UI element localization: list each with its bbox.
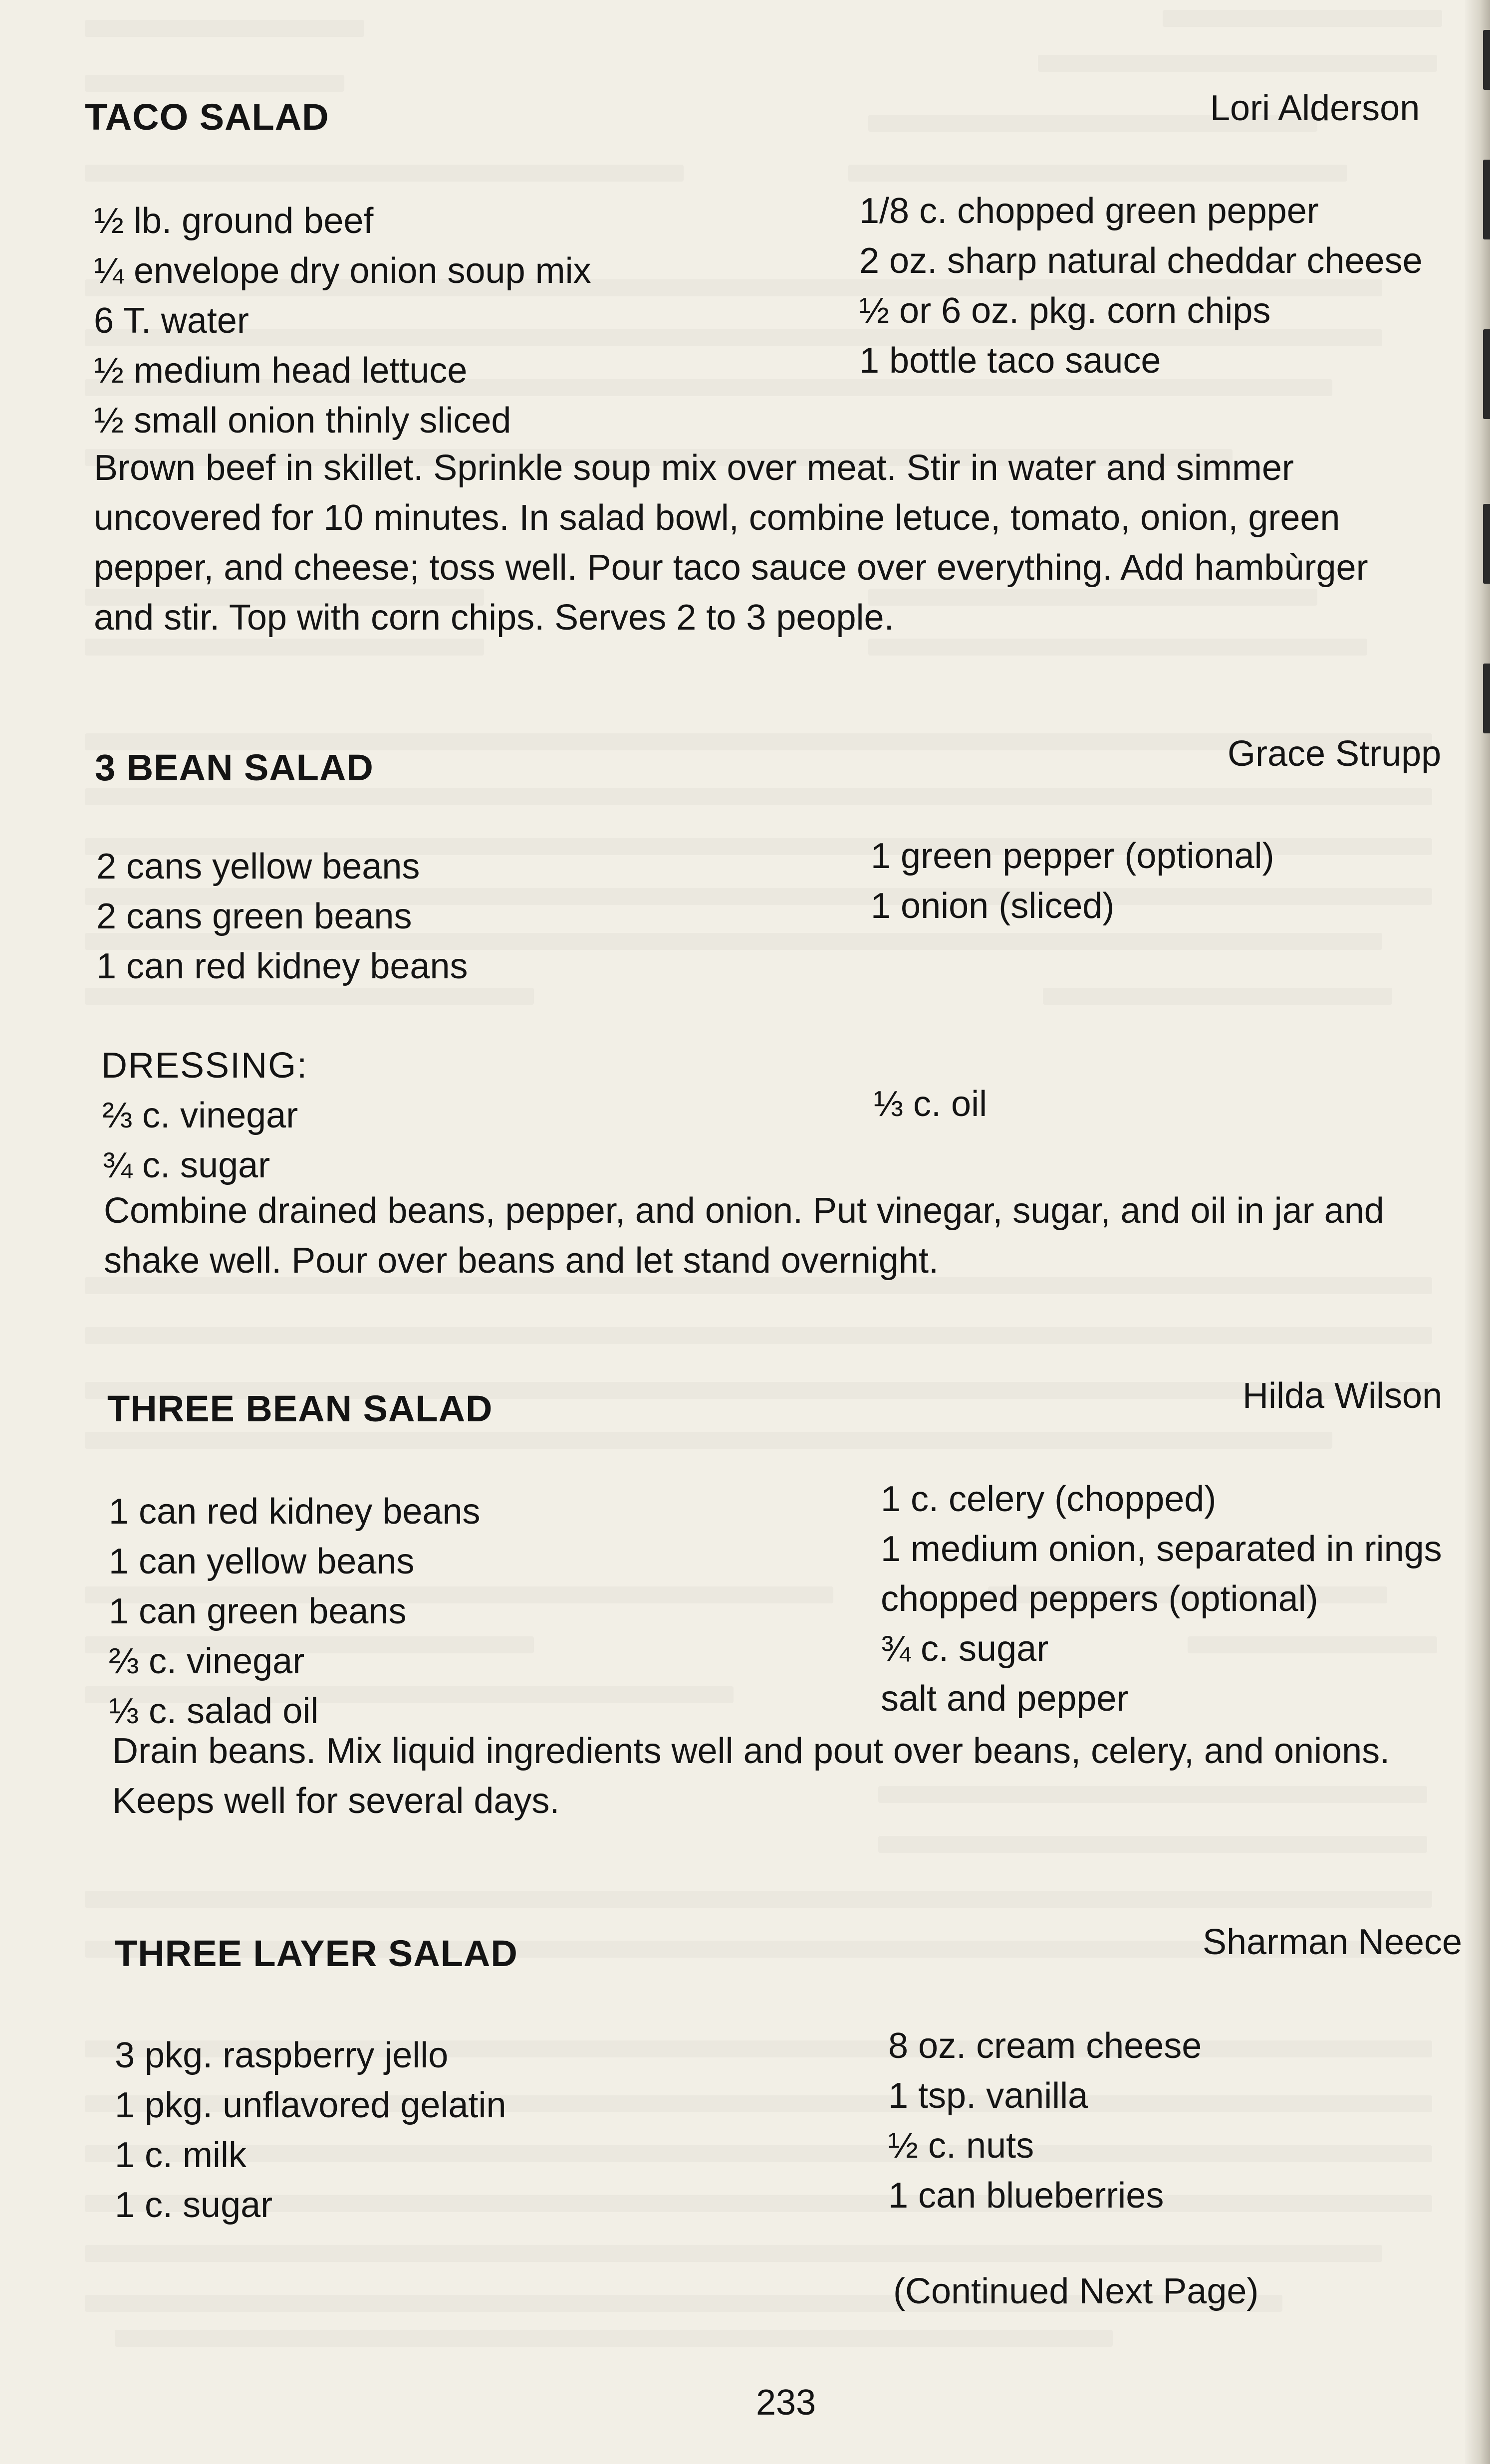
- page-number: 233: [756, 2383, 816, 2423]
- direction-line: uncovered for 10 minutes. In salad bowl, combine letuce, tomato, onion, green: [94, 498, 1340, 538]
- page-tab-marker: [1483, 664, 1490, 733]
- page-tab-marker: [1483, 329, 1490, 419]
- ingredient: 1 can green beans: [109, 1591, 407, 1631]
- dressing-left: [102, 1091, 298, 1190]
- ingredient: ¾ c. sugar: [102, 1145, 270, 1185]
- page-tab-marker: [1483, 30, 1490, 90]
- ingredient: 1 tsp. vanilla: [888, 2076, 1088, 2116]
- ingredient: chopped peppers (optional): [881, 1579, 1318, 1619]
- ingredient: ⅓ c. oil: [873, 1084, 988, 1124]
- ingredients-left: [94, 196, 591, 446]
- ingredient: 1 can red kidney beans: [109, 1492, 481, 1532]
- recipe-directions: [94, 443, 1368, 643]
- recipe-author: Sharman Neece: [1203, 1922, 1463, 1962]
- recipe-title: TACO SALAD: [85, 96, 329, 138]
- recipe-title: 3 BEAN SALAD: [95, 747, 374, 788]
- ingredient: ⅔ c. vinegar: [109, 1641, 305, 1681]
- ingredient: 1 bottle taco sauce: [859, 341, 1161, 381]
- ingredient: ⅓ c. salad oil: [109, 1691, 319, 1731]
- ingredient: ½ medium head lettuce: [94, 351, 468, 391]
- direction-line: and stir. Top with corn chips. Serves 2 to 3 people.: [94, 598, 894, 638]
- ingredient: 1 c. sugar: [115, 2185, 273, 2225]
- recipe-author: Lori Alderson: [1210, 88, 1420, 128]
- recipe-author: Grace Strupp: [1228, 734, 1442, 774]
- ingredients-left: [109, 1487, 481, 1736]
- ingredients-right: [859, 186, 1423, 386]
- ingredient: ⅔ c. vinegar: [102, 1096, 298, 1135]
- continued-note: (Continued Next Page): [893, 2271, 1259, 2311]
- ingredient: 1 onion (sliced): [871, 886, 1115, 926]
- ingredient: 1 c. celery (chopped): [881, 1479, 1217, 1519]
- page-tab-marker: [1483, 504, 1490, 584]
- ingredient: 2 cans yellow beans: [96, 847, 420, 887]
- ingredients-right: [888, 2021, 1202, 2221]
- recipe-title: THREE LAYER SALAD: [115, 1933, 518, 1974]
- ingredient: 1 can red kidney beans: [96, 946, 468, 986]
- ingredient: 1/8 c. chopped green pepper: [859, 191, 1319, 231]
- ingredient: 6 T. water: [94, 301, 249, 341]
- ingredient: ¼ envelope dry onion soup mix: [94, 251, 591, 291]
- ingredients-right: [871, 831, 1274, 931]
- ingredient: ¾ c. sugar: [881, 1629, 1049, 1669]
- ingredient: 1 medium onion, separated in rings: [881, 1529, 1442, 1569]
- direction-line: Brown beef in skillet. Sprinkle soup mix over meat. Stir in water and simmer: [94, 448, 1294, 488]
- direction-line: Drain beans. Mix liquid ingredients well and pout over beans, celery, and onions.: [112, 1731, 1390, 1771]
- ingredient: 1 green pepper (optional): [871, 836, 1274, 876]
- ingredient: ½ or 6 oz. pkg. corn chips: [859, 291, 1271, 331]
- ingredient: 1 pkg. unflavored gelatin: [115, 2085, 506, 2125]
- direction-line: Combine drained beans, pepper, and onion. Put vinegar, sugar, and oil in jar and: [104, 1191, 1384, 1231]
- ingredients-right: [881, 1474, 1442, 1724]
- ingredient: ½ c. nuts: [888, 2126, 1034, 2166]
- ingredients-left: [96, 842, 468, 991]
- direction-line: pepper, and cheese; toss well. Pour taco sauce over everything. Add hambùrger: [94, 548, 1368, 588]
- ingredient: 3 pkg. raspberry jello: [115, 2035, 449, 2075]
- ingredient: 2 cans green beans: [96, 896, 412, 936]
- ingredient: 1 can blueberries: [888, 2176, 1164, 2216]
- ingredient: ½ small onion thinly sliced: [94, 401, 511, 441]
- ingredient: salt and pepper: [881, 1679, 1129, 1719]
- ingredient: 2 oz. sharp natural cheddar cheese: [859, 241, 1423, 281]
- recipe-title: THREE BEAN SALAD: [107, 1388, 493, 1429]
- page-tab-marker: [1483, 160, 1490, 239]
- ingredients-left: [115, 2030, 506, 2230]
- recipe-directions: [112, 1726, 1390, 1826]
- dressing-label: DRESSING:: [101, 1046, 308, 1086]
- ingredient: ½ lb. ground beef: [94, 201, 374, 241]
- direction-line: shake well. Pour over beans and let stand overnight.: [104, 1241, 939, 1281]
- ingredient: 1 can yellow beans: [109, 1542, 415, 1581]
- recipe-author: Hilda Wilson: [1242, 1376, 1443, 1416]
- ingredient: 8 oz. cream cheese: [888, 2026, 1202, 2066]
- dressing-right: [873, 1079, 987, 1129]
- recipe-directions: [104, 1186, 1384, 1286]
- direction-line: Keeps well for several days.: [112, 1781, 560, 1821]
- ingredient: 1 c. milk: [115, 2135, 247, 2175]
